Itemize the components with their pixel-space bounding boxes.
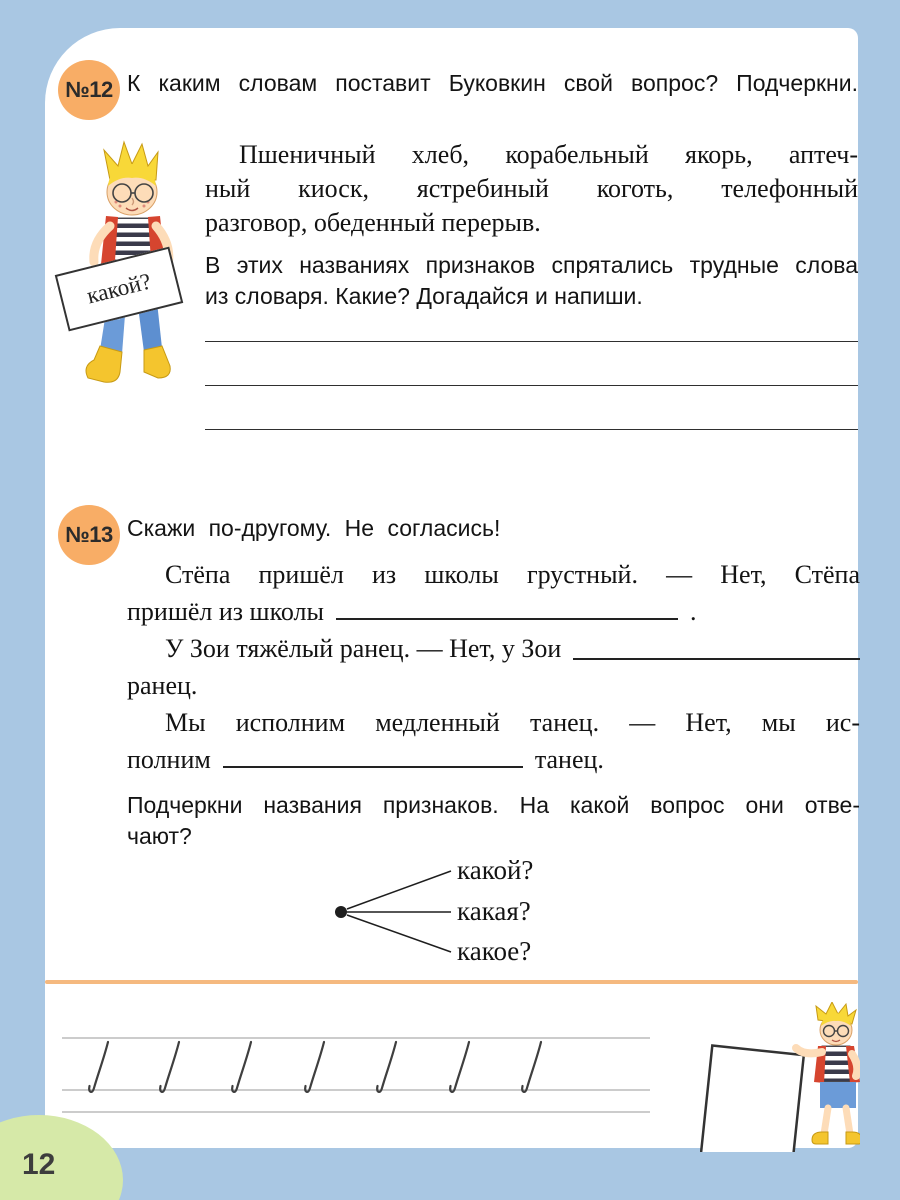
task-text-line: из словаря. Какие? Догадайся и напиши. — [205, 283, 643, 309]
blank-board — [700, 1046, 804, 1152]
sign-text: какой? — [84, 268, 154, 309]
handwriting-strokes — [89, 1042, 541, 1092]
exercise-12-word-list — [205, 138, 858, 240]
diagram-option: какое? — [457, 936, 532, 966]
word-list-line: разговор, обеденный перерыв. — [205, 208, 541, 237]
task-text-line: В этих названиях признаков спрятались трудные слова — [205, 252, 858, 278]
exercise-13-sentences — [127, 556, 860, 778]
exercise-12-badge: №12 — [58, 60, 120, 120]
task-text-line: чают? — [127, 823, 192, 849]
boy-with-board-illustration — [700, 1002, 860, 1152]
diagram-option: какой? — [457, 855, 534, 885]
exercise-13-badge: №13 — [58, 505, 120, 565]
writing-line — [205, 429, 858, 430]
sentence-text: танец. — [534, 745, 604, 774]
workbook-page — [45, 28, 858, 1148]
task-text-line: Подчеркни названия признаков. На какой вопрос они отве- — [127, 792, 860, 818]
sentence-line: ранец. — [127, 671, 198, 700]
diagram-option: какая? — [457, 896, 531, 926]
sentence-text: . — [689, 597, 697, 626]
writing-line — [205, 341, 858, 342]
fill-in-blank — [223, 766, 523, 768]
exercise-12-task — [205, 250, 858, 312]
exercise-13-task — [127, 790, 860, 852]
boy-board-drawing — [700, 1002, 860, 1152]
sentence-text: пришёл из школы — [127, 597, 324, 626]
sentence-line: Мы исполним медленный танец. — Нет, мы ис- — [165, 708, 860, 737]
sentence-line — [127, 630, 860, 667]
fill-in-blank — [336, 618, 678, 620]
sentence-text: полним — [127, 745, 211, 774]
page-number: 12 — [22, 1148, 56, 1181]
sentence-line: Стёпа пришёл из школы грустный. — Нет, Стёпа — [165, 560, 860, 589]
question-words-diagram — [333, 853, 457, 963]
boy-with-sign-illustration — [60, 138, 200, 396]
sentence-line — [127, 741, 860, 778]
sentence-line — [127, 593, 860, 630]
section-divider — [45, 980, 858, 984]
word-list-line: ный киоск, ястребиный коготь, телефонный — [205, 174, 858, 203]
writing-line — [205, 385, 858, 386]
word-list-line: Пшеничный хлеб, корабельный якорь, аптеч- — [239, 140, 858, 169]
exercise-12-instruction: К каким словам поставит Буковкин свой вопрос? Подчеркни. — [127, 70, 858, 96]
exercise-13-instruction: Скажи по-другому. Не согласись! — [127, 515, 501, 541]
handwriting-practice-lines — [60, 1030, 652, 1145]
sentence-text: У Зои тяжёлый ранец. — Нет, у Зои — [165, 634, 562, 663]
diagram-dot — [335, 906, 347, 918]
fill-in-blank — [573, 658, 860, 660]
